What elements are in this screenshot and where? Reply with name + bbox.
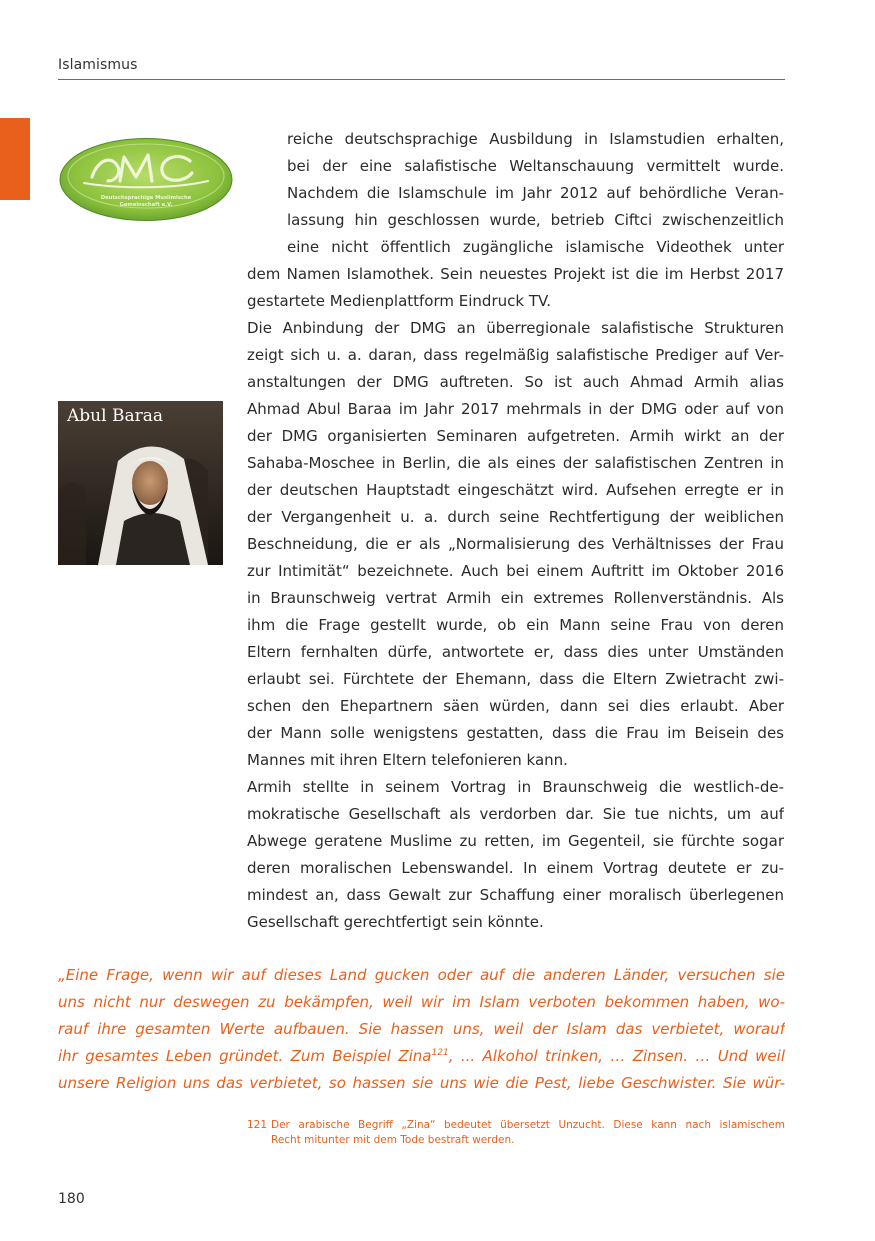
body-line: Abwege geratene Muslime zu retten, im Gegenteil, sie fürchte sogar [247, 832, 784, 850]
body-line: der Vergangenheit u. a. durch seine Rechtfertigung der weiblichen [247, 508, 784, 526]
dmg-logo [58, 137, 234, 222]
quote-line: rauf ihre gesamten Werte aufbauen. Sie hassen uns, weil der Islam das verbietet, worauf [58, 1020, 785, 1038]
footnote [247, 1118, 785, 1148]
body-line: schen den Ehepartnern säen würden, dann sei dies erlaubt. Aber [247, 697, 784, 715]
quotation-block [58, 962, 785, 1097]
body-line: Mannes mit ihren Eltern telefonieren kann. [247, 751, 568, 769]
body-line: der DMG organisierten Seminaren aufgetreten. Armih wirkt an der [247, 427, 784, 445]
quote-line [58, 1043, 785, 1070]
body-line: anstaltungen der DMG auftreten. So ist auch Ahmad Armih alias [247, 373, 784, 391]
running-header: Islamismus [58, 57, 138, 73]
body-line: dem Namen Islamothek. Sein neuestes Projekt ist die im Herbst 2017 [247, 265, 784, 283]
body-line: Armih stellte in seinem Vortrag in Braunschweig die westlich-de- [247, 778, 784, 796]
body-line: Ahmad Abul Baraa im Jahr 2017 mehrmals in der DMG oder auf von [247, 400, 784, 418]
body-line: Nachdem die Islamschule im Jahr 2012 auf behördliche Veran- [287, 184, 784, 202]
body-line: ihm die Frage gestellt wurde, ob ein Mann seine Frau von deren [247, 616, 784, 634]
body-line: zur Intimität“ bezeichnete. Auch bei einem Auftritt im Oktober 2016 [247, 562, 784, 580]
body-line: Beschneidung, die er als „Normalisierung des Verhältnisses der Frau [247, 535, 784, 553]
body-line: reiche deutschsprachige Ausbildung in Islamstudien erhalten, [287, 130, 784, 148]
body-line: zeigt sich u. a. daran, dass regelmäßig salafistische Prediger auf Ver- [247, 346, 784, 364]
quote-line: unsere Religion uns das verbietet, so hassen sie uns wie die Pest, liebe Geschwister. Sie wür- [58, 1074, 785, 1092]
quote-text: , ... Alkohol trinken, … Zinsen. … Und weil [448, 1047, 785, 1065]
footnote-reference[interactable]: 121 [431, 1048, 449, 1058]
header-rule [58, 79, 785, 80]
quote-line: „Eine Frage, wenn wir auf dieses Land gucken oder auf die anderen Länder, versuchen sie [58, 966, 785, 984]
quote-text: ihr gesamtes Leben gründet. Zum Beispiel Zina [58, 1047, 432, 1065]
body-line: in Braunschweig vertrat Armih ein extremes Rollenverständnis. Als [247, 589, 784, 607]
photo-title: Abul Baraa [67, 406, 163, 426]
body-line: lassung hin geschlossen wurde, betrieb Ciftci zwischenzeitlich [287, 211, 784, 229]
logo-caption-line1: Deutschsprachige Muslimische [100, 195, 192, 201]
page-number: 180 [58, 1191, 85, 1207]
body-text [247, 126, 784, 936]
body-line: bei der eine salafistische Weltanschauung vermittelt wurde. [287, 157, 784, 175]
body-line: eine nicht öffentlich zugängliche islamische Videothek unter [287, 238, 784, 256]
quote-line: uns nicht nur deswegen zu bekämpfen, weil wir im Islam verboten bekommen haben, wo- [58, 993, 785, 1011]
body-line: Gesellschaft gerechtfertigt sein könnte. [247, 913, 544, 931]
body-line: gestartete Medienplattform Eindruck TV. [247, 292, 552, 310]
chapter-tab-marker [0, 118, 30, 200]
body-line: Die Anbindung der DMG an überregionale salafistische Strukturen [247, 319, 784, 337]
body-line: mindest an, dass Gewalt zur Schaffung einer moralisch überlegenen [247, 886, 784, 904]
body-line: erlaubt sei. Fürchtete der Ehemann, dass die Eltern Zwietracht zwi- [247, 670, 784, 688]
body-line: mokratische Gesellschaft als verdorben dar. Sie tue nichts, um auf [247, 805, 784, 823]
body-line: der deutschen Hauptstadt eingeschätzt wird. Aufsehen erregte er in [247, 481, 784, 499]
footnote-number: 121 [247, 1119, 268, 1131]
logo-caption-line2: Gemeinschaft e.V. [119, 202, 173, 208]
body-line: Eltern fernhalten dürfe, antwortete er, dass dies unter Umständen [247, 643, 784, 661]
footnote-line: Recht mitunter mit dem Tode bestraft werden. [271, 1134, 515, 1146]
body-line: Sahaba-Moschee in Berlin, die als eines der salafistischen Zentren in [247, 454, 784, 472]
body-line: der Mann solle wenigstens gestatten, dass die Frau im Beisein des [247, 724, 784, 742]
body-line: deren moralischen Lebenswandel. In einem Vortrag deutete er zu- [247, 859, 784, 877]
footnote-line: Der arabische Begriff „Zina“ bedeutet übersetzt Unzucht. Diese kann nach islamischem [271, 1119, 785, 1131]
portrait-photo [58, 401, 223, 565]
